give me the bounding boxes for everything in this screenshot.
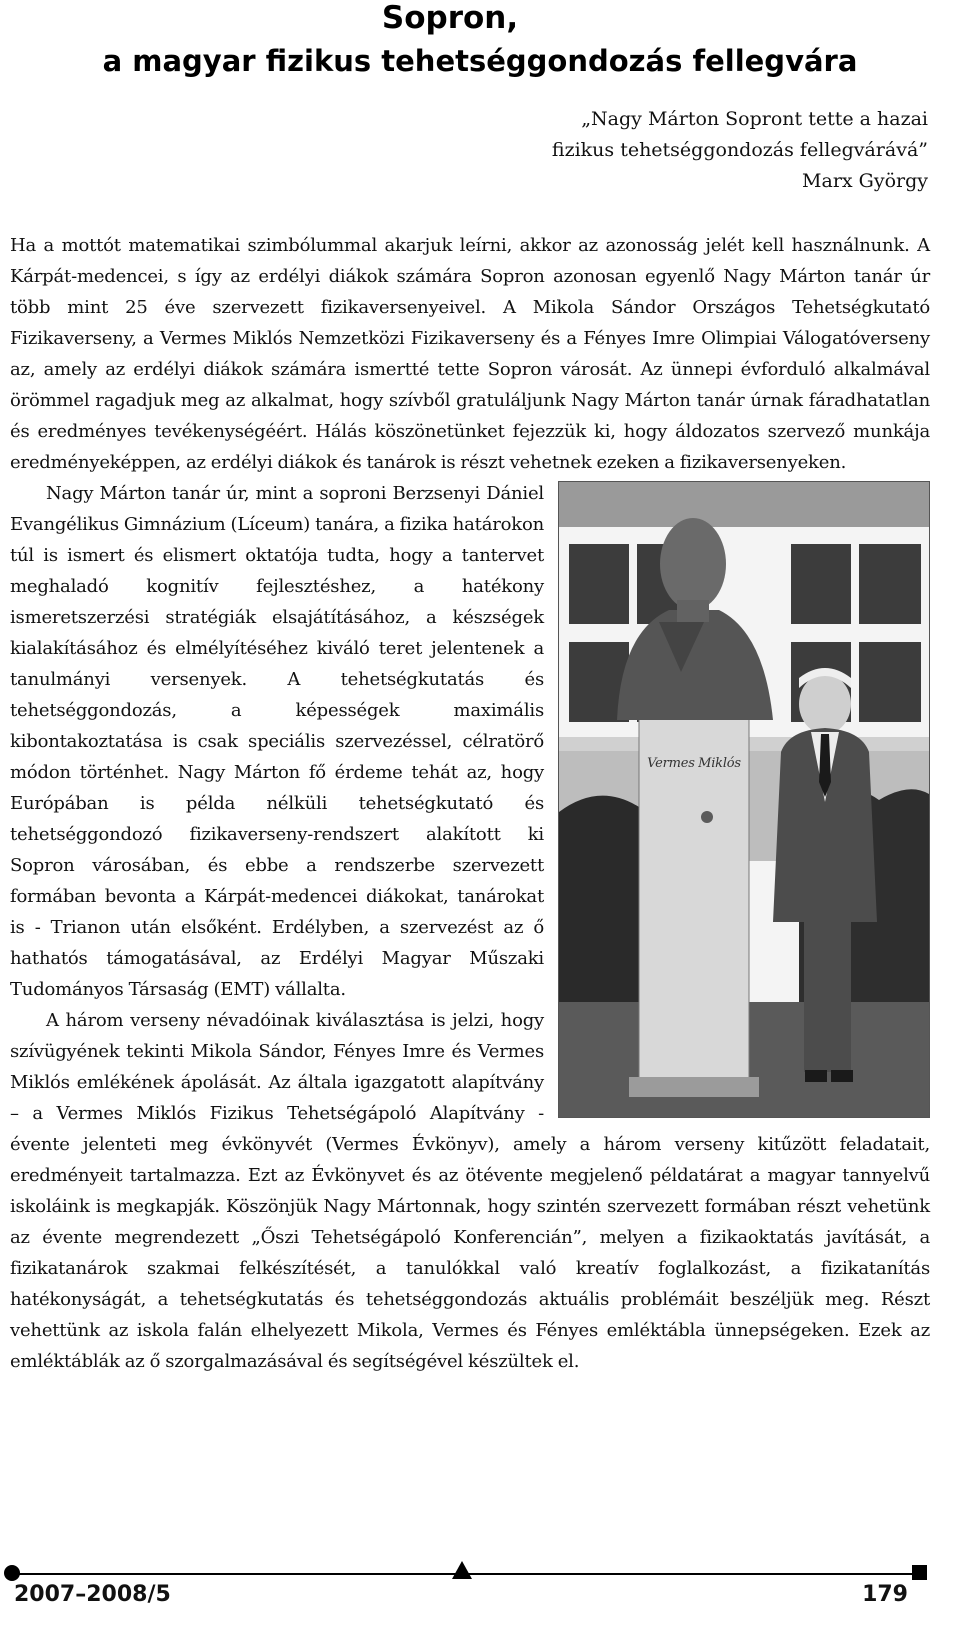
page-footer [0,1510,960,1625]
square-marker-icon [912,1565,927,1580]
title-line-2: a magyar fizikus tehetséggondozás fellegvára [102,44,858,78]
paragraph-3: A három verseny névadóinak kiválasztása is jelzi, hogy szívügyének tekinti Mikola Sándor, Fényes Imre és Vermes Miklós emlékének ápolását. Az általa igazgatott alapítvány – a Vermes Miklós Fizikus Tehetségápoló Alapítvány - évente jelenteti meg évkönyvét (Vermes Évkönyv), amely a három verseny kitűzött feladatait, eredményeit tartalmazza. Ezt az Évkönyvet és az ötévente megjelenő példatárat a magyar tannyelvű iskoláink is megkapják. Köszönjük Nagy Mártonnak, hogy szintén szervezett formában részt vehetünk az évente megrendezett „Őszi Tehetségápoló Konferencián”, melyen a fizikaoktatás javítását, a fizikatanárok szakmai felkészítését, a tanulókkal való kreatív foglalkozást, a fizikatanítás hatékonyságát, a tehetségkutatás és tehetséggondozás aktuális problémáit beszéljük meg. Részt vehettünk az iskola falán elhelyezett Mikola, Vermes és Fényes emléktábla ünnepségeken. Ezek az emléktáblák az ő szorgalmazásával és segítségével készültek el. [10,1010,930,1372]
circle-marker-icon [4,1565,20,1581]
motto-line-2: fizikus tehetséggondozás fellegvárává” [551,139,928,161]
paragraph-1: Ha a mottót matematikai szimbólummal akarjuk leírni, akkor az azonosság jelét kell használnunk. A Kárpát-medencei, s így az erdélyi diákok számára Sopron azonosan egyenlő Nagy Márton tanár úr több mint 25 éve szervezett fizikaversenyeivel. A Mikola Sándor Országos Tehetségkutató Fizikaverseny, a Vermes Miklós Nemzetközi Fizikaverseny és a Fényes Imre Olimpiai Válogatóverseny az, amely az erdélyi diákok számára ismertté tette Sopron városát. Az ünnepi évforduló alkalmával örömmel ragadjuk meg az alkalmat, hogy szívből gratuláljunk Nagy Márton tanár úrnak fáradhatatlan és eredményes tevékenységéért. Hálás köszönetünket fejezzük ki, hogy áldozatos szervező munkája eredményeképpen, az erdélyi diákok és tanárok is részt vehetnek ezeken a fizikaversenyeken. [10,235,930,473]
photo-illustration [559,482,929,1117]
motto-author: Marx György [802,170,928,192]
title-line-1: Sopron, [381,0,519,36]
motto-line-1: „Nagy Márton Sopront tette a hazai [581,108,928,130]
paragraph-2: Nagy Márton tanár úr, mint a soproni Berzsenyi Dániel Evangélikus Gimnázium (Líceum) tanára, a fizika határokon túl is ismert és elismert oktatója tudta, hogy a tantervet meghaladó kognitív fejlesztéshez, a hatékony ismeretszerzési stratégiák elsajátításához, a készségek kialakításához és elmélyítéséhez kiváló teret jelentenek a tanulmányi versenyek. A tehetségkutatás és tehetséggondozás, a képességek maximális kibontakoztatása is csak speciális szervezéssel, célratörő módon történhet. Nagy Márton fő érdeme tehát az, hogy Európában is példa nélküli tehetségkutató és tehetséggondozó fizikaverseny-rendszert alakított ki Sopron városában, és ebbe a rendszerbe szervezett formában bevonta a Kárpát-medencei diákokat, tanárokat is - Trianon után elsőként. Erdélyben, a szervezést az ő hathatós támogatásával, az Erdélyi Magyar Műszaki Tudományos Társaság (EMT) vállalta. [10,483,545,1000]
photo-bust-statue [558,481,930,1118]
article-body [10,230,930,1377]
page-number: 179 [862,1582,908,1607]
motto [468,104,928,197]
pedestal-inscription: Vermes Miklós [647,756,741,771]
issue-number: 2007–2008/5 [14,1582,171,1607]
triangle-marker-icon [452,1561,472,1579]
